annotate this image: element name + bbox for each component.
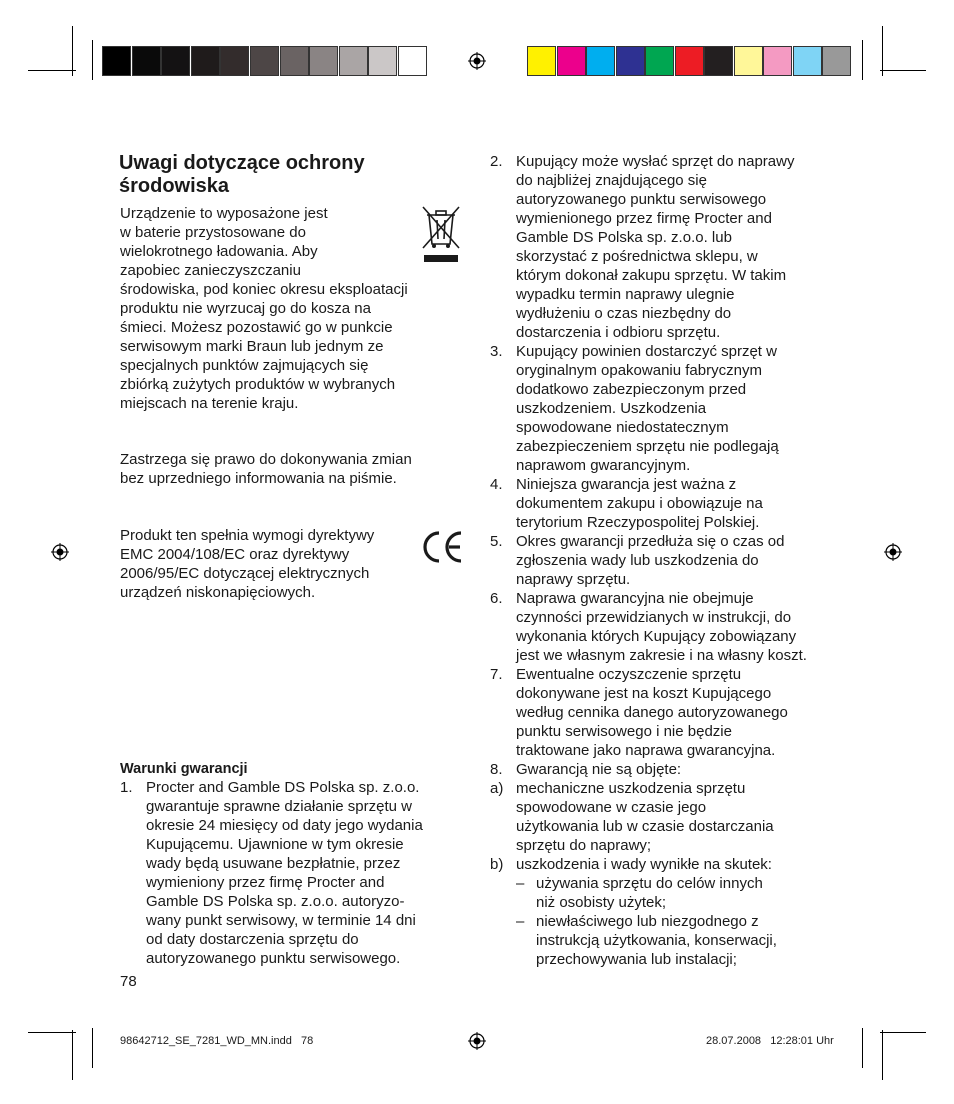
text-line: Kupujący powinien dostarczyć sprzęt w — [516, 343, 777, 360]
text-line: EMC 2004/108/EC oraz dyrektywy — [120, 546, 350, 563]
text-line: uszkodzenia i wady wynikłe na skutek: — [516, 856, 772, 873]
environment-heading: Uwagi dotyczące ochrony środowiska — [119, 152, 365, 197]
text-line: którym dokonał zakupu sprzętu. W takim — [516, 267, 787, 284]
text-line: wielokrotnego ładowania. Aby — [120, 243, 318, 260]
crop-mark — [72, 26, 73, 76]
grey-swatch — [250, 46, 279, 76]
item-number: b) — [490, 856, 504, 873]
ce-paragraph — [120, 526, 420, 602]
text-line: wypadku termin naprawy ulegnie — [516, 286, 735, 303]
grey-swatch — [339, 46, 368, 76]
grey-swatch — [161, 46, 190, 76]
text-line: okresie 24 miesięcy od daty jego wydania — [146, 817, 423, 834]
text-line: Gamble DS Polska sp. z.o.o. autoryzo- — [146, 893, 405, 910]
text-line: 2006/95/EC dotyczącej elektrycznych — [120, 565, 370, 582]
item-number: – — [516, 913, 525, 930]
text-line: dodatkowo zabezpieczonym przed — [516, 381, 747, 398]
warranty-subitem — [490, 855, 850, 874]
warranty-dash-item — [516, 912, 850, 969]
text-line: czynności przewidzianych w instrukcji, do — [516, 609, 792, 626]
item-number: 6. — [490, 590, 503, 607]
grey-swatch — [102, 46, 131, 76]
environment-paragraph — [120, 204, 460, 413]
color-swatch — [763, 46, 792, 76]
warranty-item — [490, 760, 850, 779]
text-line: Procter and Gamble DS Polska sp. z.o.o. — [146, 779, 420, 796]
text-line: Niniejsza gwarancja jest ważna z — [516, 476, 737, 493]
color-swatch — [675, 46, 704, 76]
grey-swatch — [309, 46, 338, 76]
text-line: przechowywania lub instalacji; — [536, 951, 737, 968]
text-line: użytkowania lub w czasie dostarczania — [516, 818, 774, 835]
text-line: od daty dostarczenia sprzętu do — [146, 931, 359, 948]
text-line: traktowane jako naprawa gwarancyjna. — [516, 742, 776, 759]
color-swatch — [793, 46, 822, 76]
crop-mark — [862, 40, 863, 80]
text-line: mechaniczne uszkodzenia sprzętu — [516, 780, 746, 797]
text-line: skorzystać z pośrednictwa sklepu, w — [516, 248, 758, 265]
warranty-item — [490, 589, 850, 665]
crop-mark — [28, 70, 76, 71]
warranty-item — [490, 665, 850, 760]
registration-mark-icon — [468, 52, 486, 70]
item-number: 7. — [490, 666, 503, 683]
item-number: 8. — [490, 761, 503, 778]
text-line: Gwarancją nie są objęte: — [516, 761, 682, 778]
grey-swatch — [280, 46, 309, 76]
text-line: miejscach na terenie kraju. — [120, 395, 299, 412]
text-line: specjalnych punktów zajmujących się — [120, 357, 369, 374]
text-line: do najbliżej znajdującego się — [516, 172, 707, 189]
text-line: gwarantuje sprawne działanie sprzętu w — [146, 798, 412, 815]
text-line: autoryzowanego punktu serwisowego. — [146, 950, 401, 967]
text-line: Produkt ten spełnia wymogi dyrektywy — [120, 527, 375, 544]
print-timestamp: 28.07.2008 12:28:01 Uhr — [706, 1035, 834, 1047]
item-number: 1. — [120, 779, 133, 796]
grey-swatch — [132, 46, 161, 76]
item-number: 5. — [490, 533, 503, 550]
text-line: w baterie przystosowane do — [120, 224, 306, 241]
page-number: 78 — [120, 973, 137, 990]
text-line: bez uprzedniego informowania na piśmie. — [120, 470, 397, 487]
warranty-item — [120, 778, 465, 968]
text-line: naprawy sprzętu. — [516, 571, 631, 588]
text-line: terytorium Rzeczypospolitej Polskiej. — [516, 514, 760, 531]
warranty-item — [490, 152, 850, 342]
text-line: autoryzowanego punktu serwisowego — [516, 191, 767, 208]
text-line: zgłoszenia wady lub uszkodzenia do — [516, 552, 759, 569]
item-number: a) — [490, 780, 504, 797]
text-line: Ewentualne oczyszczenie sprzętu — [516, 666, 742, 683]
text-line: wymieniony przez firmę Procter and — [146, 874, 385, 891]
color-swatch — [557, 46, 586, 76]
crop-mark — [880, 70, 926, 71]
text-line: jest we własnym zakresie i na własny koszt. — [516, 647, 807, 664]
crop-mark — [92, 1028, 93, 1068]
crop-mark — [880, 1032, 926, 1033]
rights-paragraph — [120, 450, 460, 488]
color-swatch — [616, 46, 645, 76]
text-line: Zastrzega się prawo do dokonywania zmian — [120, 451, 412, 468]
text-line: naprawom gwarancyjnym. — [516, 457, 691, 474]
text-line: Kupujący może wysłać sprzęt do naprawy — [516, 153, 795, 170]
text-line: serwisowym marki Braun lub jednym ze — [120, 338, 384, 355]
text-line: zbiórką zużytych produktów w wybranych — [120, 376, 396, 393]
crossed-bin-icon — [419, 204, 463, 266]
registration-mark-icon — [884, 543, 902, 561]
text-line: dostarczenia i odbioru sprzętu. — [516, 324, 721, 341]
item-number: 3. — [490, 343, 503, 360]
text-line: dokumentem zakupu i obowiązuje na — [516, 495, 763, 512]
text-line: zabezpieczeniem sprzętu nie podlegają — [516, 438, 779, 455]
text-line: spowodowane niedostatecznym — [516, 419, 729, 436]
color-swatch — [645, 46, 674, 76]
warranty-dash-item — [516, 874, 850, 912]
text-line: śmieci. Możesz pozostawić go w punkcie — [120, 319, 393, 336]
color-swatch — [586, 46, 615, 76]
text-line: Urządzenie to wyposażone jest — [120, 205, 328, 222]
text-line: Okres gwarancji przedłuża się o czas od — [516, 533, 785, 550]
text-line: wady będą usuwane bezpłatnie, przez — [146, 855, 401, 872]
color-swatch — [527, 46, 556, 76]
text-line: wany punkt serwisowy, w terminie 14 dni — [146, 912, 416, 929]
warranty-heading: Warunki gwarancji — [120, 761, 248, 777]
text-line: Naprawa gwarancyjna nie obejmuje — [516, 590, 754, 607]
ce-mark-icon — [419, 530, 465, 564]
text-line: produktu nie wyrzucaj go do kosza na — [120, 300, 371, 317]
registration-mark-icon — [468, 1032, 486, 1050]
grey-swatch — [398, 46, 427, 76]
text-line: niż osobisty użytek; — [536, 894, 667, 911]
warranty-item — [490, 532, 850, 589]
grey-swatch — [220, 46, 249, 76]
text-line: zapobiec zanieczyszczaniu — [120, 262, 301, 279]
color-swatch — [704, 46, 733, 76]
warranty-item — [490, 342, 850, 475]
text-line: urządzeń niskonapięciowych. — [120, 584, 316, 601]
registration-mark-icon — [51, 543, 69, 561]
crop-mark — [862, 1028, 863, 1068]
text-line: według cennika danego autoryzowanego — [516, 704, 788, 721]
text-line: środowiska, pod koniec okresu eksploatacji — [120, 281, 408, 298]
warranty-item — [490, 475, 850, 532]
item-number: 2. — [490, 153, 503, 170]
crop-mark — [882, 1030, 883, 1080]
item-number: 4. — [490, 476, 503, 493]
crop-mark — [28, 1032, 76, 1033]
crop-mark — [882, 26, 883, 76]
warranty-subitem — [490, 779, 850, 855]
text-line: punktu serwisowego i nie będzie — [516, 723, 732, 740]
crop-mark — [72, 1030, 73, 1080]
color-swatch — [822, 46, 851, 76]
grey-swatch — [191, 46, 220, 76]
text-line: wykonania których Kupujący zobowiązany — [516, 628, 797, 645]
crop-mark — [92, 40, 93, 80]
text-line: Gamble DS Polska sp. z.o.o. lub — [516, 229, 732, 246]
text-line: spowodowane w czasie jego — [516, 799, 707, 816]
item-number: – — [516, 875, 525, 892]
color-swatch — [734, 46, 763, 76]
text-line: sprzętu do naprawy; — [516, 837, 652, 854]
text-line: wydłużeniu o czas niezbędny do — [516, 305, 732, 322]
text-line: oryginalnym opakowaniu fabrycznym — [516, 362, 762, 379]
warranty-list-continued — [490, 152, 850, 969]
text-line: Kupującemu. Ujawnione w tym okresie — [146, 836, 404, 853]
text-line: dokonywane jest na koszt Kupującego — [516, 685, 772, 702]
text-line: instrukcją użytkowania, konserwacji, — [536, 932, 777, 949]
text-line: uszkodzeniem. Uszkodzenia — [516, 400, 707, 417]
text-line: używania sprzętu do celów innych — [536, 875, 763, 892]
text-line: wymienionego przez firmę Procter and — [516, 210, 772, 227]
text-line: niewłaściwego lub niezgodnego z — [536, 913, 759, 930]
grey-swatch — [368, 46, 397, 76]
file-slug: 98642712_SE_7281_WD_MN.indd 78 — [120, 1035, 314, 1047]
